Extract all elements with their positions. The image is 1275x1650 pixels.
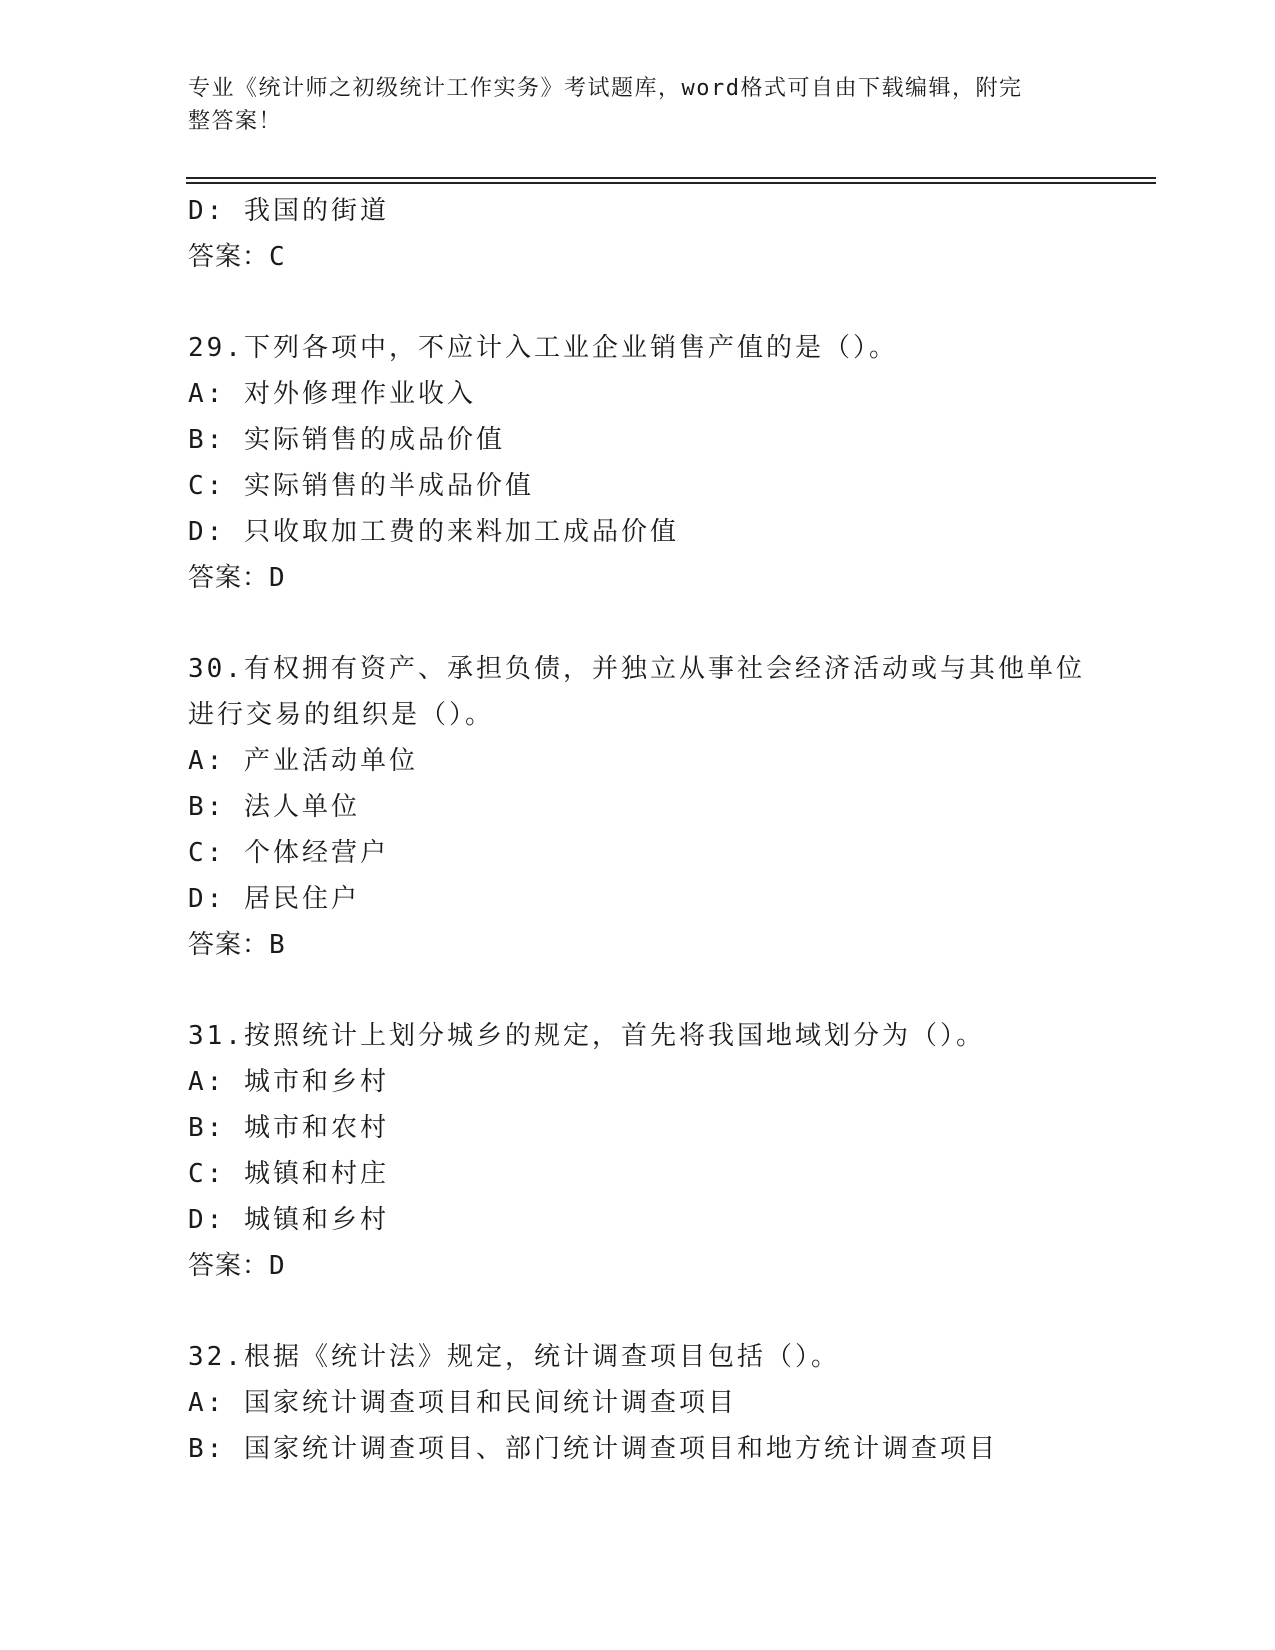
question-content <box>188 188 1088 1472</box>
answer-value: C <box>269 242 286 272</box>
header-note-line-1: 专业《统计师之初级统计工作实务》考试题库，word格式可自由下载编辑，附完 <box>188 76 1023 101</box>
question-29 <box>188 325 1088 601</box>
answer-label: 答案： <box>188 930 270 960</box>
header-note <box>188 72 1068 138</box>
option-a: A: 对外修理作业收入 <box>188 379 476 409</box>
option-a: A: 国家统计调查项目和民间统计调查项目 <box>188 1388 737 1418</box>
answer-label: 答案： <box>188 242 270 272</box>
option-a: A: 产业活动单位 <box>188 746 418 776</box>
option-c: C: 实际销售的半成品价值 <box>188 471 534 501</box>
answer-line <box>188 922 1088 968</box>
answer-label: 答案： <box>188 1251 270 1281</box>
option-c: C: 城镇和村庄 <box>188 1159 389 1189</box>
question-stem: 31.按照统计上划分城乡的规定，首先将我国地域划分为（）。 <box>188 1021 985 1051</box>
answer-value: B <box>269 930 286 960</box>
question-32 <box>188 1334 1088 1472</box>
option-b: B: 国家统计调查项目、部门统计调查项目和地方统计调查项目 <box>188 1434 998 1464</box>
answer-value: D <box>269 1251 286 1281</box>
question-stem-line-1: 30.有权拥有资产、承担负债，并独立从事社会经济活动或与其他单位 <box>188 654 1085 684</box>
question-stem: 29.下列各项中，不应计入工业企业销售产值的是（）。 <box>188 333 898 363</box>
question-30 <box>188 646 1088 968</box>
option-a: A: 城市和乡村 <box>188 1067 389 1097</box>
question-28-tail <box>188 188 1088 280</box>
question-stem-line-2: 进行交易的组织是（）。 <box>188 700 495 730</box>
option-b: B: 城市和农村 <box>188 1113 389 1143</box>
answer-value: D <box>269 563 286 593</box>
answer-line <box>188 234 1088 280</box>
option-d: D: 我国的街道 <box>188 196 389 226</box>
option-d: D: 只收取加工费的来料加工成品价值 <box>188 517 679 547</box>
answer-line <box>188 555 1088 601</box>
option-d: D: 城镇和乡村 <box>188 1205 389 1235</box>
header-note-line-2: 整答案！ <box>188 109 283 134</box>
answer-line <box>188 1243 1088 1289</box>
question-31 <box>188 1013 1088 1289</box>
option-b: B: 实际销售的成品价值 <box>188 425 505 455</box>
question-stem: 32.根据《统计法》规定，统计调查项目包括（）。 <box>188 1342 840 1372</box>
option-b: B: 法人单位 <box>188 792 360 822</box>
header-divider-top <box>186 177 1156 179</box>
option-c: C: 个体经营户 <box>188 838 389 868</box>
header-divider-bottom <box>186 182 1156 184</box>
answer-label: 答案： <box>188 563 270 593</box>
option-d: D: 居民住户 <box>188 884 360 914</box>
